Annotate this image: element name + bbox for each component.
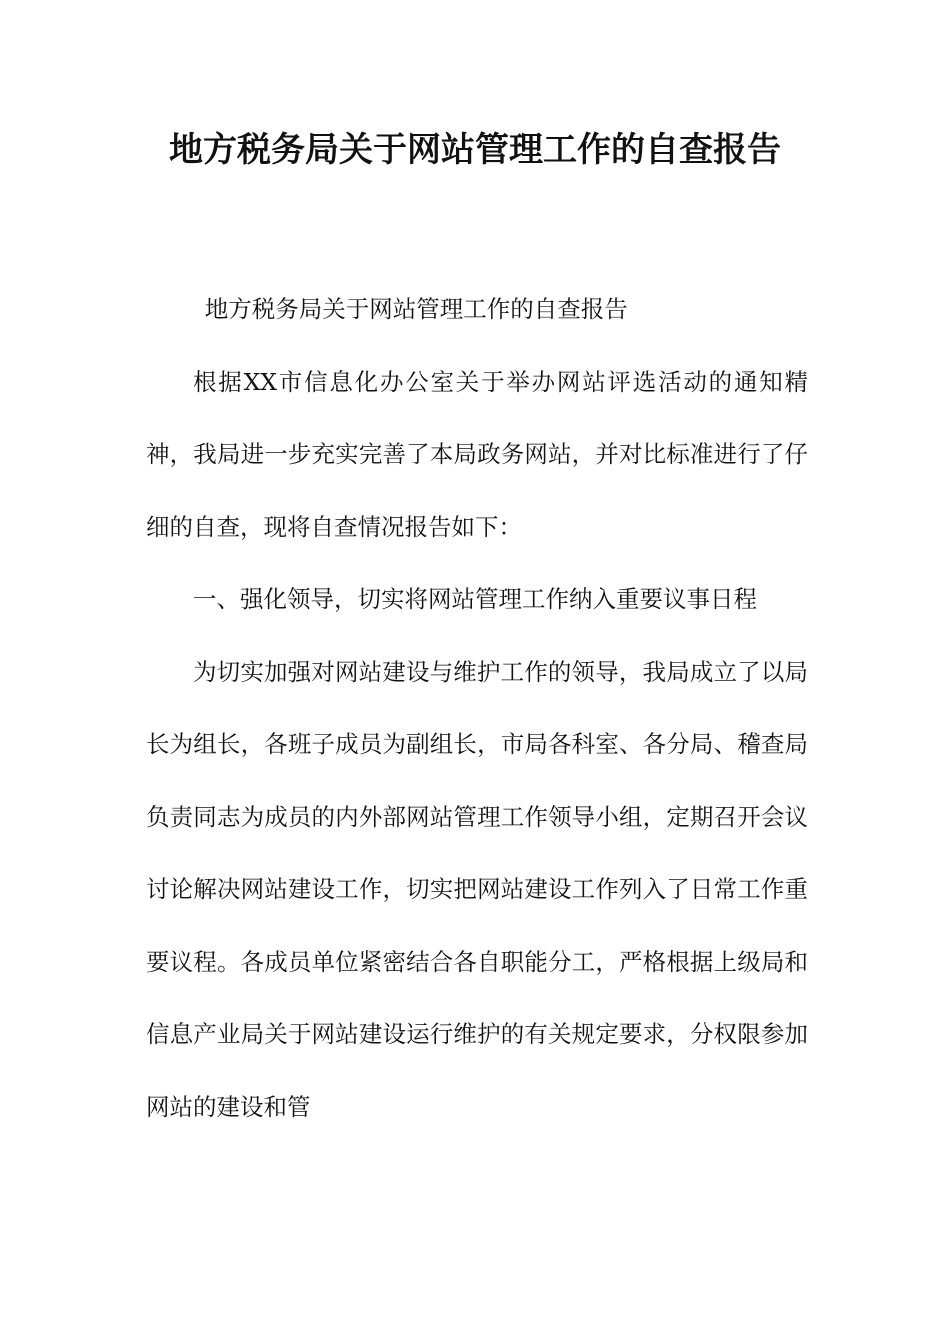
paragraph-intro: 根据XX市信息化办公室关于举办网站评选活动的通知精神，我局进一步充实完善了本局政务网站，并对比标准进行了仔细的自查，现将自查情况报告如下： — [146, 367, 808, 541]
document-title: 地方税务局关于网站管理工作的自查报告 — [169, 130, 781, 170]
paragraph-section-body: 为切实加强对网站建设与维护工作的领导，我局成立了以局长为组长，各班子成员为副组长，市局各科室、各分局、稽查局负责同志为成员的内外部网站管理工作领导小组，定期召开会议讨论解决网站建设工作，切实把网站建设工作列入了日常工作重要议程。各成员单位紧密结合各自职能分工，严格根据上级局和信息产业局关于网站建设运行维护的有关规定要求，分权限参加网站的建设和管 — [146, 657, 808, 1121]
document-body — [146, 273, 808, 1143]
document-subtitle: 地方税务局关于网站管理工作的自查报告 — [204, 295, 628, 323]
paragraph-section-heading: 一、强化领导，切实将网站管理工作纳入重要议事日程 — [193, 585, 757, 613]
